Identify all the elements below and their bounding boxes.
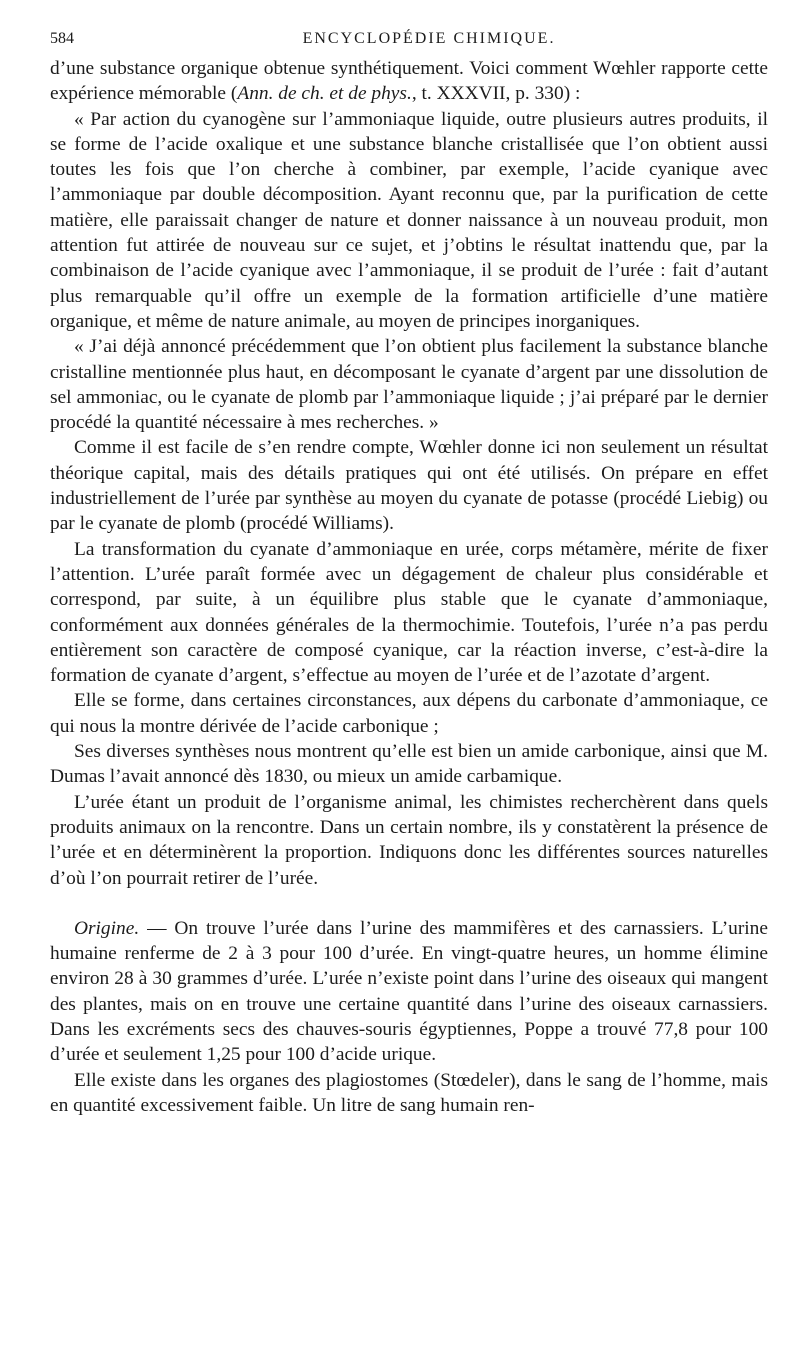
paragraph: Origine. — On trouve l’urée dans l’urine des mammifères et des carnassiers. L’urine humaine renferme de 2 à 3 pour 100 d’urée. En vingt-quatre heures, un homme élimine environ 28 à 30 grammes d’urée. L’urée n’existe point dans l’urine des oiseaux qui mangent des plantes, mais on en trouve une certaine quantité dans l’urine des oiseaux carnassiers. Dans les excréments secs des chauves-souris égyptiennes, Poppe a trouvé 77,8 pour 100 d’urée et seulement 1,25 pour 100 d’acide urique. — [50, 917, 768, 1066]
running-title: ENCYCLOPÉDIE CHIMIQUE. — [302, 30, 556, 47]
paragraph: Elle existe dans les organes des plagiostomes (Stœdeler), dans le sang de l’homme, mais en quantité excessivement faible. Un litre de sang humain ren- — [50, 1069, 768, 1116]
page-number: 584 — [50, 30, 74, 47]
section-gap — [50, 891, 768, 916]
paragraph: La transformation du cyanate d’ammoniaque en urée, corps métamère, mérite de fixer l’attention. L’urée paraît formée avec un dégagement de chaleur plus considérable et correspond, par suite, à un équilibre plus stable que le cyanate d’ammoniaque, conformément aux données générales de la thermochimie. Toutefois, l’urée n’a pas perdu entièrement son caractère de composé cyanique, car la réaction inverse, c’est-à-dire la formation de cyanate d’argent, s’effectue au moyen de l’urée et de l’azotate d’argent. — [50, 538, 768, 687]
paragraph: « J’ai déjà annoncé précédemment que l’on obtient plus facilement la substance blanche cristalline mentionnée plus haut, en décomposant le cyanate d’argent par une dissolution de sel ammoniac, ou le cyanate de plomb par l’ammoniaque liquide ; j’ai préparé par le dernier procédé la quantité nécessaire à mes recherches. » — [50, 336, 768, 434]
section-heading: Origine. — [74, 917, 140, 939]
paragraph: « Par action du cyanogène sur l’ammoniaque liquide, outre plusieurs autres produits, il se forme de l’acide oxalique et une substance blanche cristallisée que l’on obtient aussi toutes les fois que l’on cherche à combiner, par exemple, l’acide cyanique avec l’ammoniaque par double décomposition. Ayant reconnu que, par la purification de cette matière, elle paraissait changer de nature et donner naissance à un nouveau produit, mon attention fut attirée de nouveau sur ce sujet, et j’obtins le résultat inattendu que, par la combinaison de l’acide cyanique avec l’ammoniaque, il se produit de l’urée : fait d’autant plus remarquable qu’il offre un exemple de la formation artificielle d’une matière organique, et même de nature animale, au moyen de principes inorganiques. — [50, 108, 768, 332]
citation-reference: Ann. de ch. et de phys. — [237, 83, 412, 105]
paragraph: Comme il est facile de s’en rendre compte, Wœhler donne ici non seulement un résultat théorique capital, mais des détails pratiques qui ont été utilisés. On prépare en effet industriellement de l’urée par synthèse au moyen du cyanate de potasse (procédé Liebig) ou par le cyanate de plomb (procédé Williams). — [50, 437, 768, 535]
body-text — [50, 56, 768, 1118]
page-header — [50, 30, 768, 56]
paragraph: Ses diverses synthèses nous montrent qu’elle est bien un amide carbonique, ainsi que M. Dumas l’avait annoncé dès 1830, ou mieux un amide carbamique. — [50, 741, 768, 788]
paragraph: L’urée étant un produit de l’organisme animal, les chimistes recherchèrent dans quels produits animaux on la rencontre. Dans un certain nombre, ils y constatèrent la présence de l’urée et en déterminèrent la proportion. Indiquons donc les différentes sources naturelles d’où l’on pourrait retirer de l’urée. — [50, 791, 768, 889]
paragraph: Elle se forme, dans certaines circonstances, aux dépens du carbonate d’ammoniaque, ce qui nous la montre dérivée de l’acide carbonique ; — [50, 690, 768, 737]
paragraph: d’une substance organique obtenue synthétiquement. Voici comment Wœhler rapporte cette expérience mémorable (Ann. de ch. et de phys., t. XXXVII, p. 330) : — [50, 58, 768, 105]
